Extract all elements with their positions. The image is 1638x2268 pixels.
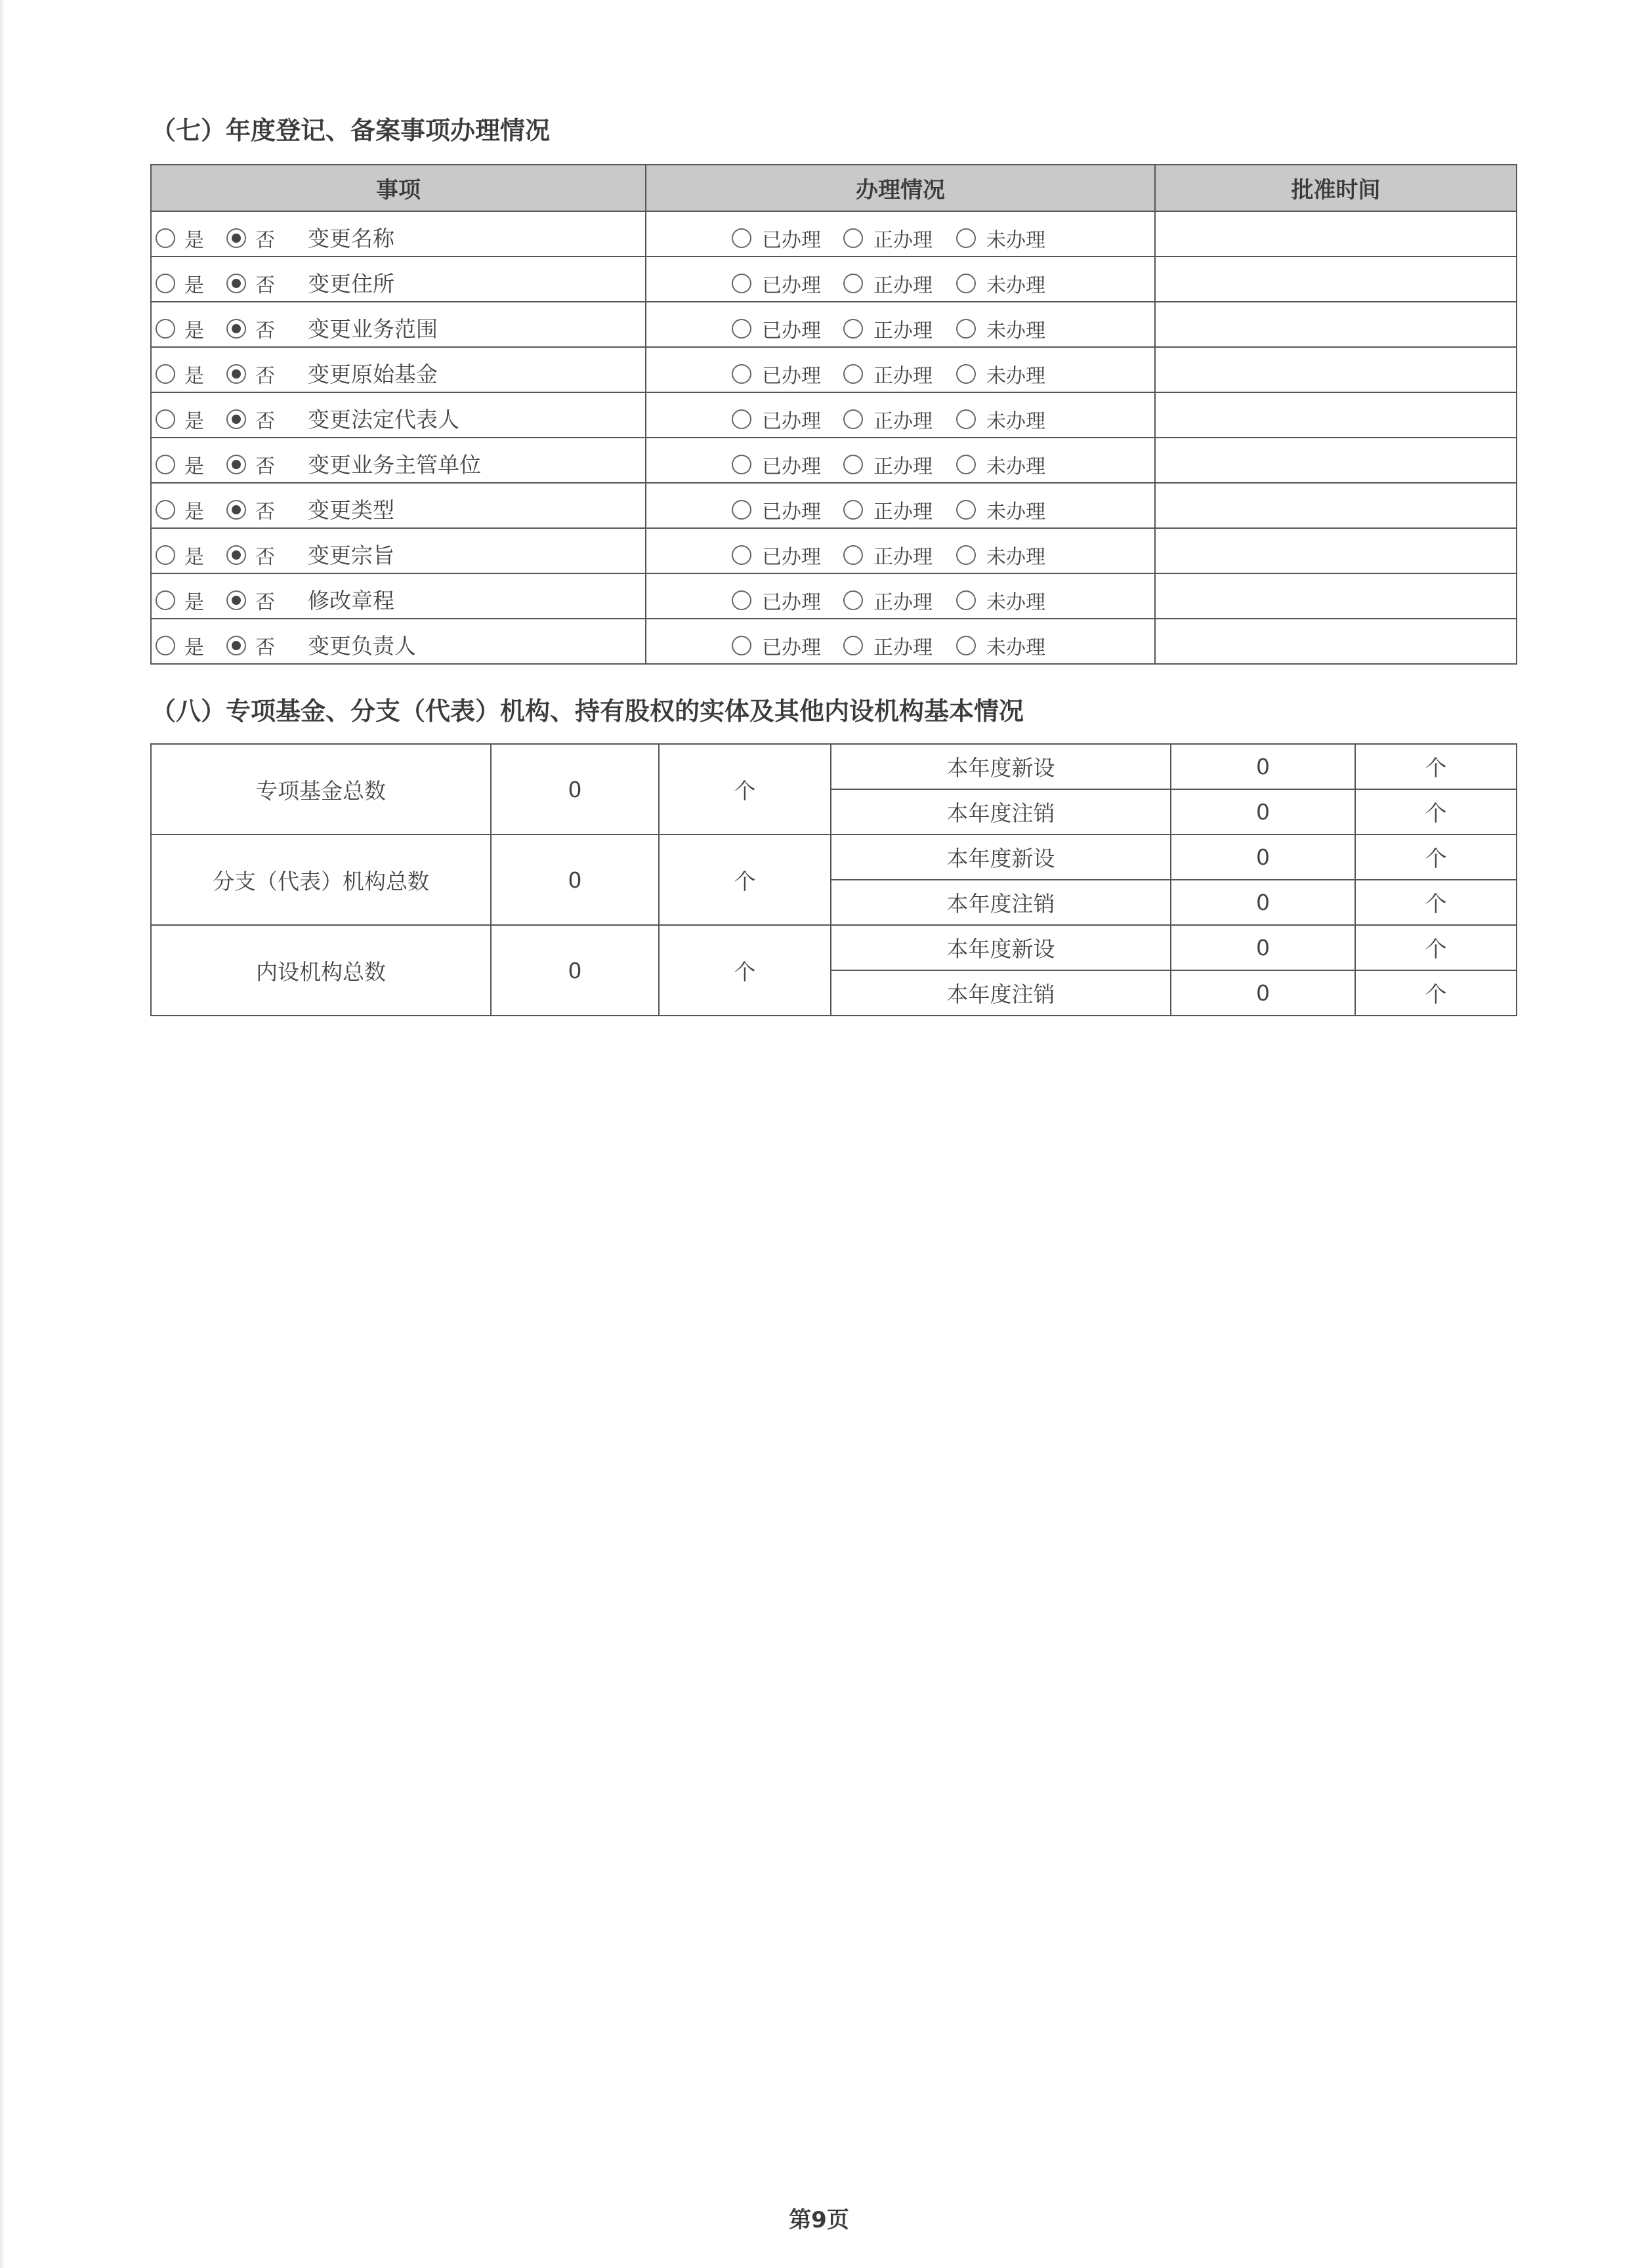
yes-radio-icon[interactable]: [156, 319, 175, 339]
new-value-cell: 0: [1171, 925, 1355, 970]
yes-label: 是: [184, 410, 204, 433]
yes-radio-icon[interactable]: [156, 545, 175, 565]
item-name: 变更负责人: [308, 633, 416, 659]
no-radio-icon[interactable]: [226, 590, 246, 610]
no-option[interactable]: [226, 360, 275, 388]
no-label: 否: [255, 410, 275, 433]
category-cell: 分支（代表）机构总数: [151, 835, 491, 925]
status-label: 正办理: [873, 455, 933, 478]
table7-header-row: [151, 165, 1517, 211]
item-cell: [151, 257, 646, 302]
status-option[interactable]: [732, 541, 821, 569]
total-cell: 0: [491, 744, 659, 835]
no-radio-icon[interactable]: [226, 274, 246, 293]
status-label: 正办理: [873, 410, 933, 433]
item-name: 变更住所: [308, 271, 394, 297]
status-label: 未办理: [986, 274, 1045, 297]
status-option[interactable]: [843, 631, 933, 660]
header-approval-time: 批准时间: [1155, 165, 1517, 211]
status-label: 已办理: [762, 636, 821, 659]
status-radio-icon[interactable]: [843, 636, 863, 655]
status-label: 已办理: [762, 274, 821, 297]
section7-title: （七）年度登记、备案事项办理情况: [151, 116, 551, 145]
approval-time-cell: [1155, 347, 1517, 392]
status-label: 未办理: [986, 410, 1045, 433]
status-label: 正办理: [873, 320, 933, 342]
table-row: [151, 835, 1517, 880]
approval-time-cell: [1155, 573, 1517, 619]
table-row: [151, 392, 1517, 438]
no-option[interactable]: [226, 224, 275, 253]
status-radio-icon[interactable]: [956, 500, 976, 520]
cancel-label-cell: 本年度注销: [831, 880, 1171, 925]
yes-option[interactable]: [156, 631, 204, 660]
no-option[interactable]: [226, 450, 275, 479]
no-label: 否: [255, 229, 275, 252]
yes-label: 是: [184, 229, 204, 252]
approval-time-cell: [1155, 528, 1517, 573]
status-option[interactable]: [732, 360, 821, 388]
yes-label: 是: [184, 501, 204, 524]
yes-option[interactable]: [156, 495, 204, 524]
status-radio-icon[interactable]: [732, 636, 751, 655]
status-radio-icon[interactable]: [956, 545, 976, 565]
yes-radio-icon[interactable]: [156, 455, 175, 474]
unit-cell: 个: [1355, 880, 1517, 925]
new-value-cell: 0: [1171, 744, 1355, 789]
status-option[interactable]: [843, 450, 933, 479]
yes-radio-icon[interactable]: [156, 274, 175, 293]
no-radio-icon[interactable]: [226, 636, 246, 655]
yes-option[interactable]: [156, 450, 204, 479]
status-label: 正办理: [873, 546, 933, 569]
yes-radio-icon[interactable]: [156, 228, 175, 248]
status-option[interactable]: [956, 360, 1045, 388]
status-label: 已办理: [762, 229, 821, 252]
status-option[interactable]: [732, 314, 821, 343]
yes-label: 是: [184, 274, 204, 297]
status-option[interactable]: [956, 495, 1045, 524]
table-row: [151, 744, 1517, 789]
status-option[interactable]: [732, 631, 821, 660]
status-radio-icon[interactable]: [843, 319, 863, 339]
status-option[interactable]: [732, 224, 821, 253]
status-option[interactable]: [843, 405, 933, 434]
status-label: 未办理: [986, 546, 1045, 569]
approval-time-cell: [1155, 392, 1517, 438]
table7-body: [151, 211, 1517, 664]
no-option[interactable]: [226, 314, 275, 343]
table-row: [151, 438, 1517, 483]
item-name: 变更名称: [308, 226, 394, 251]
yes-label: 是: [184, 591, 204, 614]
table-row: [151, 528, 1517, 573]
status-radio-icon[interactable]: [843, 409, 863, 429]
item-cell: [151, 347, 646, 392]
item-name: 变更原始基金: [308, 361, 438, 387]
unit-cell: 个: [1355, 789, 1517, 835]
status-cell: [646, 483, 1155, 528]
page-number: 第9页: [789, 2207, 849, 2233]
item-name: 变更业务主管单位: [308, 452, 481, 478]
unit-cell: 个: [659, 925, 831, 1016]
unit-cell: 个: [1355, 970, 1517, 1016]
yes-option[interactable]: [156, 360, 204, 388]
status-label: 正办理: [873, 591, 933, 614]
status-label: 未办理: [986, 455, 1045, 478]
no-option[interactable]: [226, 269, 275, 298]
status-cell: [646, 302, 1155, 347]
status-option[interactable]: [843, 586, 933, 615]
header-item: 事项: [151, 165, 646, 211]
status-cell: [646, 438, 1155, 483]
no-label: 否: [255, 546, 275, 569]
yes-label: 是: [184, 546, 204, 569]
item-name: 变更类型: [308, 497, 394, 523]
yes-option[interactable]: [156, 269, 204, 298]
approval-time-cell: [1155, 619, 1517, 664]
approval-time-cell: [1155, 302, 1517, 347]
status-cell: [646, 528, 1155, 573]
no-radio-icon[interactable]: [226, 500, 246, 520]
item-name: 变更宗旨: [308, 543, 394, 568]
status-cell: [646, 211, 1155, 257]
table-row: [151, 925, 1517, 970]
new-label-cell: 本年度新设: [831, 925, 1171, 970]
status-label: 正办理: [873, 636, 933, 659]
unit-cell: 个: [1355, 744, 1517, 789]
approval-time-cell: [1155, 438, 1517, 483]
approval-time-cell: [1155, 211, 1517, 257]
no-radio-icon[interactable]: [226, 364, 246, 384]
status-radio-icon[interactable]: [956, 228, 976, 248]
item-cell: [151, 438, 646, 483]
status-option[interactable]: [843, 495, 933, 524]
table-row: [151, 573, 1517, 619]
status-radio-icon[interactable]: [843, 590, 863, 610]
unit-cell: 个: [1355, 925, 1517, 970]
yes-option[interactable]: [156, 314, 204, 343]
status-label: 已办理: [762, 591, 821, 614]
item-cell: [151, 573, 646, 619]
status-label: 正办理: [873, 274, 933, 297]
status-radio-icon[interactable]: [732, 319, 751, 339]
status-option[interactable]: [956, 314, 1045, 343]
yes-label: 是: [184, 455, 204, 478]
status-radio-icon[interactable]: [843, 364, 863, 384]
yes-option[interactable]: [156, 541, 204, 569]
item-name: 修改章程: [308, 588, 394, 613]
status-option[interactable]: [843, 541, 933, 569]
status-radio-icon[interactable]: [956, 590, 976, 610]
item-name: 变更法定代表人: [308, 407, 459, 432]
cancel-label-cell: 本年度注销: [831, 970, 1171, 1016]
status-option[interactable]: [732, 586, 821, 615]
status-radio-icon[interactable]: [732, 545, 751, 565]
status-label: 正办理: [873, 229, 933, 252]
cancel-value-cell: 0: [1171, 789, 1355, 835]
no-radio-icon[interactable]: [226, 545, 246, 565]
unit-cell: 个: [1355, 835, 1517, 880]
status-option[interactable]: [956, 631, 1045, 660]
no-label: 否: [255, 636, 275, 659]
no-option[interactable]: [226, 405, 275, 434]
no-option[interactable]: [226, 495, 275, 524]
no-option[interactable]: [226, 586, 275, 615]
status-option[interactable]: [956, 269, 1045, 298]
status-radio-icon[interactable]: [956, 455, 976, 474]
item-cell: [151, 483, 646, 528]
no-label: 否: [255, 501, 275, 524]
status-cell: [646, 619, 1155, 664]
status-label: 未办理: [986, 591, 1045, 614]
no-option[interactable]: [226, 541, 275, 569]
yes-label: 是: [184, 320, 204, 342]
status-option[interactable]: [956, 541, 1045, 569]
item-cell: [151, 528, 646, 573]
yes-radio-icon[interactable]: [156, 590, 175, 610]
new-label-cell: 本年度新设: [831, 744, 1171, 789]
status-radio-icon[interactable]: [843, 500, 863, 520]
status-option[interactable]: [843, 224, 933, 253]
status-option[interactable]: [956, 405, 1045, 434]
unit-cell: 个: [659, 744, 831, 835]
scan-edge: [0, 0, 5, 2268]
cancel-label-cell: 本年度注销: [831, 789, 1171, 835]
status-label: 未办理: [986, 229, 1045, 252]
status-option[interactable]: [732, 450, 821, 479]
no-label: 否: [255, 455, 275, 478]
status-cell: [646, 347, 1155, 392]
total-cell: 0: [491, 925, 659, 1016]
status-radio-icon[interactable]: [732, 274, 751, 293]
yes-radio-icon[interactable]: [156, 409, 175, 429]
no-radio-icon[interactable]: [226, 409, 246, 429]
status-option[interactable]: [843, 269, 933, 298]
no-option[interactable]: [226, 631, 275, 660]
status-option[interactable]: [956, 224, 1045, 253]
item-cell: [151, 211, 646, 257]
status-option[interactable]: [732, 269, 821, 298]
no-label: 否: [255, 274, 275, 297]
status-radio-icon[interactable]: [732, 500, 751, 520]
category-cell: 内设机构总数: [151, 925, 491, 1016]
item-cell: [151, 392, 646, 438]
status-radio-icon[interactable]: [956, 364, 976, 384]
table-row: [151, 347, 1517, 392]
no-radio-icon[interactable]: [226, 228, 246, 248]
status-radio-icon[interactable]: [843, 274, 863, 293]
status-label: 已办理: [762, 546, 821, 569]
status-label: 未办理: [986, 320, 1045, 342]
status-radio-icon[interactable]: [843, 228, 863, 248]
yes-option[interactable]: [156, 586, 204, 615]
yes-radio-icon[interactable]: [156, 500, 175, 520]
total-cell: 0: [491, 835, 659, 925]
status-radio-icon[interactable]: [843, 545, 863, 565]
status-option[interactable]: [843, 360, 933, 388]
status-radio-icon[interactable]: [956, 274, 976, 293]
status-option[interactable]: [956, 450, 1045, 479]
yes-radio-icon[interactable]: [156, 364, 175, 384]
category-cell: 专项基金总数: [151, 744, 491, 835]
yes-label: 是: [184, 365, 204, 388]
approval-time-cell: [1155, 483, 1517, 528]
approval-time-cell: [1155, 257, 1517, 302]
status-label: 未办理: [986, 636, 1045, 659]
status-label: 正办理: [873, 501, 933, 524]
status-label: 正办理: [873, 365, 933, 388]
section8-title: （八）专项基金、分支（代表）机构、持有股权的实体及其他内设机构基本情况: [151, 697, 1024, 726]
status-radio-icon[interactable]: [732, 455, 751, 474]
status-label: 已办理: [762, 455, 821, 478]
table-row: [151, 257, 1517, 302]
status-label: 已办理: [762, 501, 821, 524]
header-status: 办理情况: [646, 165, 1155, 211]
no-label: 否: [255, 365, 275, 388]
no-label: 否: [255, 320, 275, 342]
status-radio-icon[interactable]: [732, 228, 751, 248]
status-radio-icon[interactable]: [732, 409, 751, 429]
status-label: 未办理: [986, 365, 1045, 388]
table8-body: [151, 744, 1517, 1016]
institutions-table: [150, 743, 1517, 1016]
status-radio-icon[interactable]: [732, 590, 751, 610]
yes-label: 是: [184, 636, 204, 659]
table-row: [151, 302, 1517, 347]
no-radio-icon[interactable]: [226, 455, 246, 474]
cancel-value-cell: 0: [1171, 970, 1355, 1016]
status-label: 已办理: [762, 320, 821, 342]
yes-option[interactable]: [156, 405, 204, 434]
status-option[interactable]: [732, 405, 821, 434]
status-cell: [646, 392, 1155, 438]
status-radio-icon[interactable]: [956, 319, 976, 339]
status-radio-icon[interactable]: [956, 636, 976, 655]
status-label: 未办理: [986, 501, 1045, 524]
unit-cell: 个: [659, 835, 831, 925]
registration-matters-table: [150, 164, 1517, 665]
table-row: [151, 211, 1517, 257]
table-row: [151, 483, 1517, 528]
item-name: 变更业务范围: [308, 316, 438, 342]
yes-radio-icon[interactable]: [156, 636, 175, 655]
no-label: 否: [255, 591, 275, 614]
status-radio-icon[interactable]: [956, 409, 976, 429]
item-cell: [151, 302, 646, 347]
new-value-cell: 0: [1171, 835, 1355, 880]
status-radio-icon[interactable]: [732, 364, 751, 384]
status-option[interactable]: [843, 314, 933, 343]
status-cell: [646, 573, 1155, 619]
item-cell: [151, 619, 646, 664]
status-option[interactable]: [732, 495, 821, 524]
no-radio-icon[interactable]: [226, 319, 246, 339]
status-cell: [646, 257, 1155, 302]
status-label: 已办理: [762, 365, 821, 388]
status-radio-icon[interactable]: [843, 455, 863, 474]
status-option[interactable]: [956, 586, 1045, 615]
new-label-cell: 本年度新设: [831, 835, 1171, 880]
table-row: [151, 619, 1517, 664]
status-label: 已办理: [762, 410, 821, 433]
yes-option[interactable]: [156, 224, 204, 253]
cancel-value-cell: 0: [1171, 880, 1355, 925]
